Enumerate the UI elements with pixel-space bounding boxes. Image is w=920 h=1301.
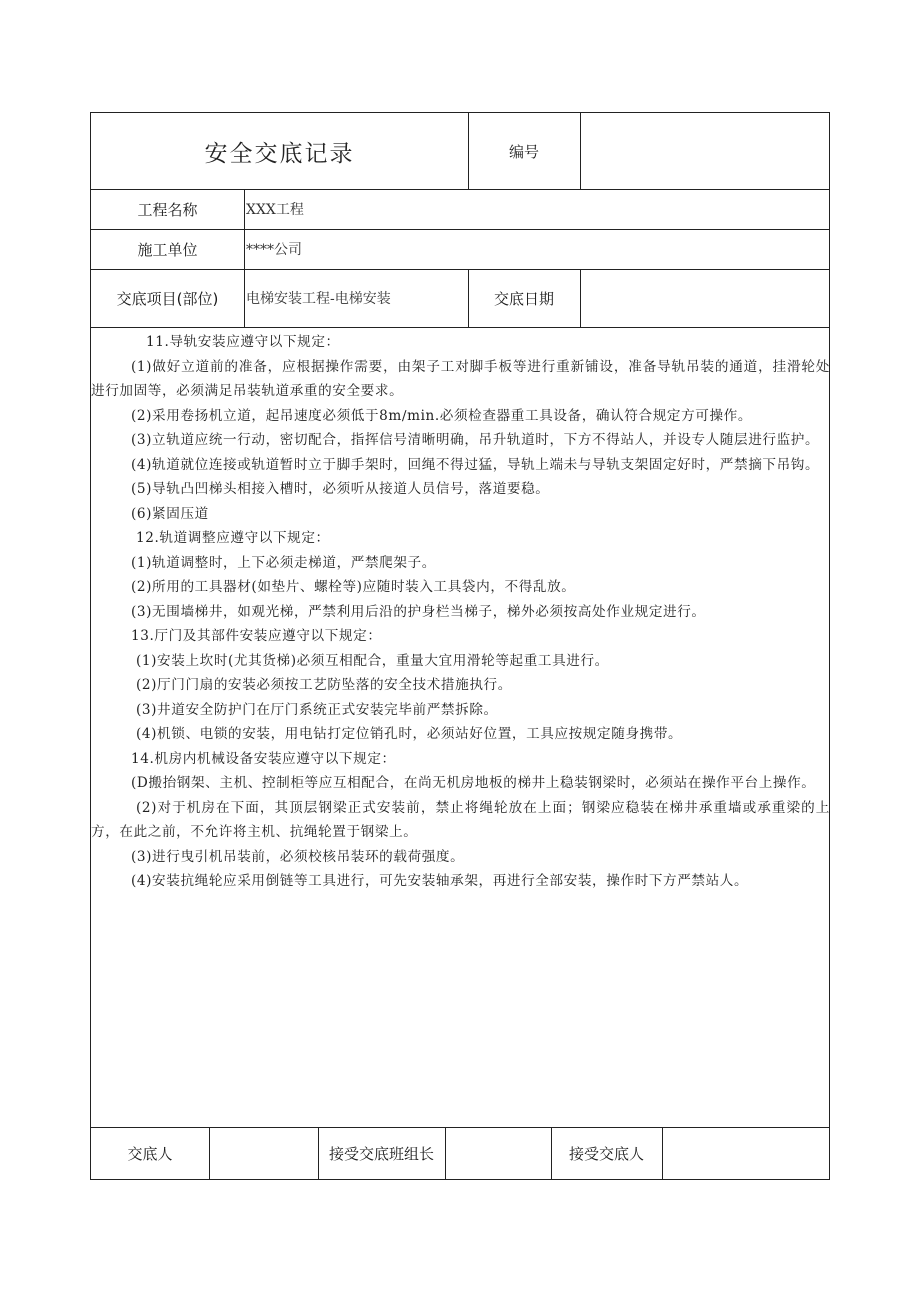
content-paragraph: (1)安装上坎时(尤其货梯)必须互相配合，重量大宜用滑轮等起重工具进行。 bbox=[136, 652, 609, 669]
briefing-content bbox=[91, 327, 831, 1127]
content-paragraph: (4)安装抗绳轮应采用倒链等工具进行，可先安装轴承架，再进行全部安装，操作时下方严禁站人。 bbox=[131, 873, 749, 889]
content-paragraph: (4)机锁、电锁的安装，用电钻打定位销孔时，必须站好位置，工具应按规定随身携带。 bbox=[136, 726, 683, 742]
team-leader-field[interactable] bbox=[445, 1127, 551, 1180]
content-paragraph: (D搬抬钢架、主机、控制柜等应互相配合，在尚无机房地板的梯井上稳装钢梁时，必须站在操作平台上操作。 bbox=[131, 775, 816, 791]
content-paragraph: (2)所用的工具器材(如垫片、螺栓等)应随时装入工具袋内，不得乱放。 bbox=[131, 579, 576, 595]
content-paragraph: (2)采用卷扬机立道，起吊速度必须低于8m∕min.必须检查器重工具设备，确认符合规定方可操作。 bbox=[131, 407, 753, 424]
content-paragraph: (2)对于机房在下面，其顶层钢梁正式安装前，禁止将绳轮放在上面；钢梁应稳装在梯井承重墙或承重梁的上方，在此之前，不允许将主机、抗绳轮置于钢梁上。 bbox=[91, 799, 830, 840]
project-name-label: 工程名称 bbox=[137, 200, 198, 219]
content-paragraph: (3)无围墙梯井，如观光梯，严禁利用后沿的护身栏当梯子，梯外必须按高处作业规定进行。 bbox=[131, 603, 706, 620]
content-paragraph: (1)做好立道前的准备，应根据操作需要，由架子工对脚手板等进行重新铺设，准备导轨吊装的通道，挂滑轮处进行加固等，必须满足吊装轨道承重的安全要求。 bbox=[91, 358, 830, 399]
presenter-label: 交底人 bbox=[127, 1145, 173, 1163]
number-label: 编号 bbox=[508, 142, 539, 161]
content-heading: 14.机房内机械设备安装应遵守以下规定： bbox=[131, 750, 396, 767]
form-title: 安全交底记录 bbox=[204, 140, 355, 167]
briefing-date-label: 交底日期 bbox=[493, 289, 554, 308]
project-name-field[interactable]: XXX工程 bbox=[246, 202, 304, 218]
construction-unit-field[interactable]: ****公司 bbox=[246, 242, 302, 258]
number-field[interactable] bbox=[580, 113, 831, 189]
content-paragraph: (3)进行曳引机吊装前，必须校核吊装环的载荷强度。 bbox=[131, 848, 465, 865]
team-leader-label: 接受交底班组长 bbox=[328, 1145, 434, 1163]
content-paragraph: (6)紧固压道 bbox=[131, 505, 209, 522]
construction-unit-label: 施工单位 bbox=[137, 240, 198, 259]
receiver-field[interactable] bbox=[662, 1127, 831, 1180]
briefing-item-label: 交底项目(部位) bbox=[116, 289, 219, 308]
content-heading: 13.厅门及其部件安装应遵守以下规定： bbox=[131, 628, 382, 644]
safety-briefing-form bbox=[90, 112, 830, 1180]
content-paragraph: (5)导轨凸凹梯头相接入槽时，必须听从接道人员信号，落道要稳。 bbox=[131, 481, 550, 497]
content-heading: 12.轨道调整应遵守以下规定： bbox=[136, 530, 330, 546]
content-paragraph: (2)厅门门扇的安装必须按工艺防坠落的安全技术措施执行。 bbox=[136, 677, 512, 693]
presenter-field[interactable] bbox=[209, 1127, 318, 1180]
content-paragraph: (4)轨道就位连接或轨道暂时立于脚手架时，回绳不得过猛，导轨上端未与导轨支架固定好时，严禁摘下吊钩。 bbox=[131, 456, 820, 473]
content-paragraph: (3)井道安全防护门在厅门系统正式安装完毕前严禁拆除。 bbox=[136, 701, 498, 718]
content-heading: 11.导轨安装应遵守以下规定： bbox=[146, 334, 340, 350]
receiver-label: 接受交底人 bbox=[568, 1145, 644, 1163]
content-paragraph: (3)立轨道应统一行动，密切配合，指挥信号清晰明确，吊升轨道时，下方不得站人，并设专人随层进行监护。 bbox=[131, 432, 820, 448]
briefing-date-field[interactable] bbox=[580, 269, 831, 327]
briefing-item-field[interactable]: 电梯安装工程-电梯安装 bbox=[246, 291, 391, 307]
content-paragraph: (1)轨道调整时，上下必须走梯道，严禁爬架子。 bbox=[131, 554, 436, 571]
